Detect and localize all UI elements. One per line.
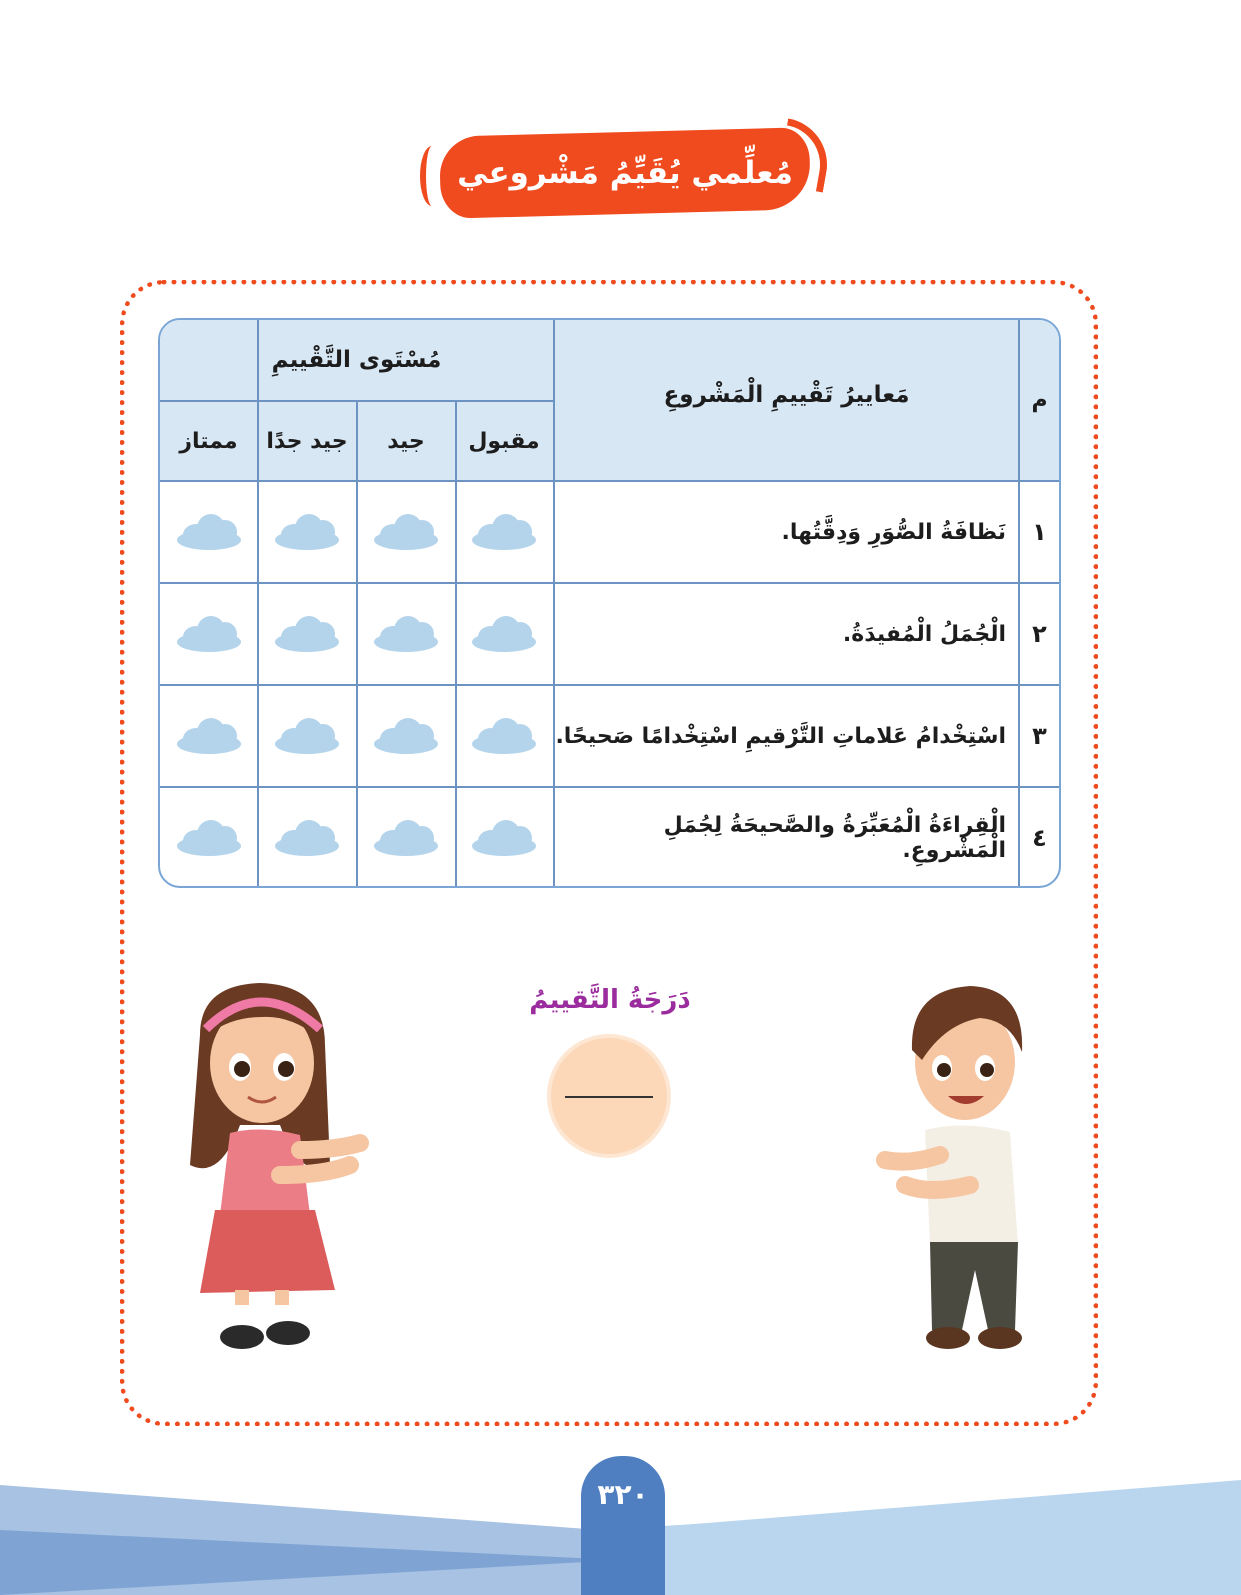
criterion-text: الْجُمَلُ الْمُفيدَةُ. xyxy=(842,621,1006,647)
cloud-icon[interactable] xyxy=(372,512,440,552)
level-good: جيد xyxy=(387,428,425,454)
cloud-icon[interactable] xyxy=(175,512,243,552)
header-index: م xyxy=(1031,387,1048,413)
girl-illustration xyxy=(160,975,375,1365)
evaluation-table xyxy=(158,318,1061,888)
criterion-text: الْقِراءَةُ الْمُعَبِّرَةُ والصَّحيحَةُ لِجُمَلِ الْمَشْروعِ. xyxy=(663,813,1006,863)
row-number: ٢ xyxy=(1032,620,1047,648)
cloud-icon[interactable] xyxy=(175,614,243,654)
row-number: ١ xyxy=(1032,518,1047,546)
cloud-icon[interactable] xyxy=(273,614,341,654)
cloud-icon[interactable] xyxy=(273,512,341,552)
criterion-text: نَظافَةُ الصُّوَرِ وَدِقَّتُها. xyxy=(781,519,1006,545)
header-criteria: مَعاييرُ تَقْييمِ الْمَشْروعِ xyxy=(663,382,910,408)
cloud-icon[interactable] xyxy=(175,818,243,858)
level-excellent: ممتاز xyxy=(179,428,238,454)
level-very-good: جيد جدًا xyxy=(266,428,348,454)
title-banner xyxy=(420,128,825,218)
cloud-icon[interactable] xyxy=(175,716,243,756)
grade-line xyxy=(565,1096,653,1098)
cloud-icon[interactable] xyxy=(470,614,538,654)
level-acceptable: مقبول xyxy=(468,428,540,454)
header-level-group: مُسْتَوى التَّقْييمِ xyxy=(271,347,442,373)
cloud-icon[interactable] xyxy=(273,818,341,858)
cloud-icon[interactable] xyxy=(273,716,341,756)
row-number: ٣ xyxy=(1032,722,1047,750)
cloud-icon[interactable] xyxy=(372,614,440,654)
boy-illustration xyxy=(870,980,1050,1370)
cloud-icon[interactable] xyxy=(470,512,538,552)
cloud-icon[interactable] xyxy=(470,818,538,858)
grade-seal xyxy=(551,1038,667,1154)
page-title: مُعلِّمي يُقَيِّمُ مَشْروعي xyxy=(457,155,793,191)
grade-title: دَرَجَةُ التَّقييمُ xyxy=(529,985,691,1015)
cloud-icon[interactable] xyxy=(470,716,538,756)
cloud-icon[interactable] xyxy=(372,716,440,756)
criterion-text: اسْتِخْدامُ عَلاماتِ التَّرْقيمِ اسْتِخْدامًا صَحيحًا. xyxy=(555,723,1006,749)
page-number: ٣٢٠ xyxy=(581,1456,665,1595)
cloud-icon[interactable] xyxy=(372,818,440,858)
row-number: ٤ xyxy=(1032,824,1047,852)
